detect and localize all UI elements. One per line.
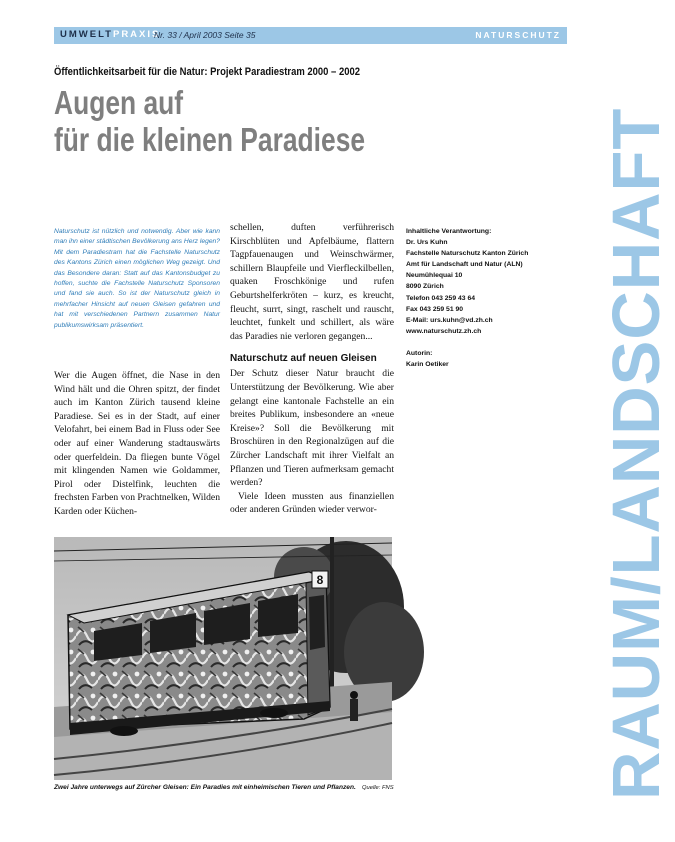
photo-source: Quelle: FNS [362, 785, 394, 791]
publication-brand [60, 29, 160, 40]
sidebar-spacer [406, 337, 541, 348]
body-paragraph-4: Viele Ideen mussten aus finanziellen oder anderen Gründen wieder verwor- [230, 490, 394, 516]
article-kicker: Öffentlichkeitsarbeit für die Natur: Projekt Paradiestram 2000 – 2002 [54, 66, 360, 78]
contact-sidebar [406, 226, 541, 370]
sidebar-heading: Inhaltliche Verantwortung: [406, 228, 492, 235]
header-band [54, 27, 567, 44]
vertical-section-title: RAUM/LANDSCHAFT [599, 107, 674, 800]
contact-fax: Fax 043 259 51 90 [406, 305, 464, 313]
body-paragraph-1: Wer die Augen öffnet, die Nase in den Wind hält und die Ohren spitzt, der findet auch im Kanton Zürich tausend kleine Paradiese. Sei es in der Stadt, auf einer Velofahrt, bei einem Bad in Fluss oder See oder auf einer Wanderung stadtauswärts oder querfeldein. Da fliegen bunte Vögel mit klingenden Namen wie Goldammer, Pirol oder Distelfink, leuchten die frechsten Farben von Prachtnelken, Wilden Karden oder Küchen- [54, 370, 220, 517]
contact-phone: Telefon 043 259 43 64 [406, 294, 476, 302]
article-subhead: Naturschutz auf neuen Gleisen [230, 353, 377, 365]
contact-name: Dr. Urs Kuhn [406, 239, 448, 247]
article-lead: Naturschutz ist nützlich und notwendig. Aber wie kann man ihn einer städtischen Bevölkerung ans Herz legen? Mit dem Paradiestram hat die Fachstelle Naturschutz des Kantons Zürich einen möglichen Weg gezeigt. Und das Besondere daran: Statt auf das Kantonsbudget zu hoffen, suchte die Fachstelle Naturschutz Sponsoren und fand sie auch. So ist der Naturschutz gleich in mehrfacher Hinsicht auf neuen Gleisen gefahren und hat mit verschiedenen Partnern zusammen Natur publikumswirksam präsentiert. [54, 228, 220, 329]
contact-org-2: Amt für Landschaft und Natur (ALN) [406, 261, 523, 269]
brand-praxis: PRAXIS [112, 29, 161, 40]
article-title [54, 84, 365, 158]
tram-photo [54, 537, 392, 780]
brand-umwelt: UMWELT [60, 29, 113, 40]
article-column-2 [230, 221, 394, 517]
contact-street: Neumühlequai 10 [406, 272, 463, 280]
tram-route-number: 8 [316, 573, 324, 587]
contact-city: 8090 Zürich [406, 283, 444, 291]
tram-illustration [54, 537, 392, 780]
author-name: Karin Oetiker [406, 361, 449, 369]
section-label: NATURSCHUTZ [475, 30, 561, 40]
photo-caption: Zwei Jahre unterwegs auf Zürcher Gleisen: Ein Paradies mit einheimischen Tieren und Pflanzen. [54, 784, 356, 791]
issue-info: Nr. 33 / April 2003 Seite 35 [154, 30, 256, 40]
body-paragraph-3: Der Schutz dieser Natur braucht die Unterstützung der Bevölkerung. Wie aber gelangt eine kantonale Fachstelle an ein breites Publikum, insbesondere an «neue Kreise»? Soll die Bevölkerung mit Broschüren in den Regionalzügen auf die Zürcher Landschaft mit ihrer Vielfalt an Pflanzen und Tieren aufmerksam gemacht werden? [230, 368, 394, 489]
contact-website[interactable]: www.naturschutz.zh.ch [406, 327, 482, 335]
title-line-1: Augen auf [54, 84, 184, 121]
title-line-2: für die kleinen Paradiese [54, 121, 366, 158]
contact-email[interactable]: E-Mail: urs.kuhn@vd.zh.ch [406, 316, 493, 324]
contact-org-1: Fachstelle Naturschutz Kanton Zürich [406, 250, 529, 258]
body-paragraph-2: schellen, duften verführerisch Kirschblüten und Apfelbäume, flattern Tagpfauenaugen und Weinschwärmer, schillern Blaupfeile und Vierfleckilbellen, quaken Froschkönige und rufen Geburtshelferkröten – kurz, es kreucht, fleucht, surrt, singt, raschelt und rauscht, leuchtet, funkelt und schillert, als wäre das Paradies nie verloren gegangen... [230, 222, 394, 342]
author-heading: Autorin: [406, 349, 433, 357]
